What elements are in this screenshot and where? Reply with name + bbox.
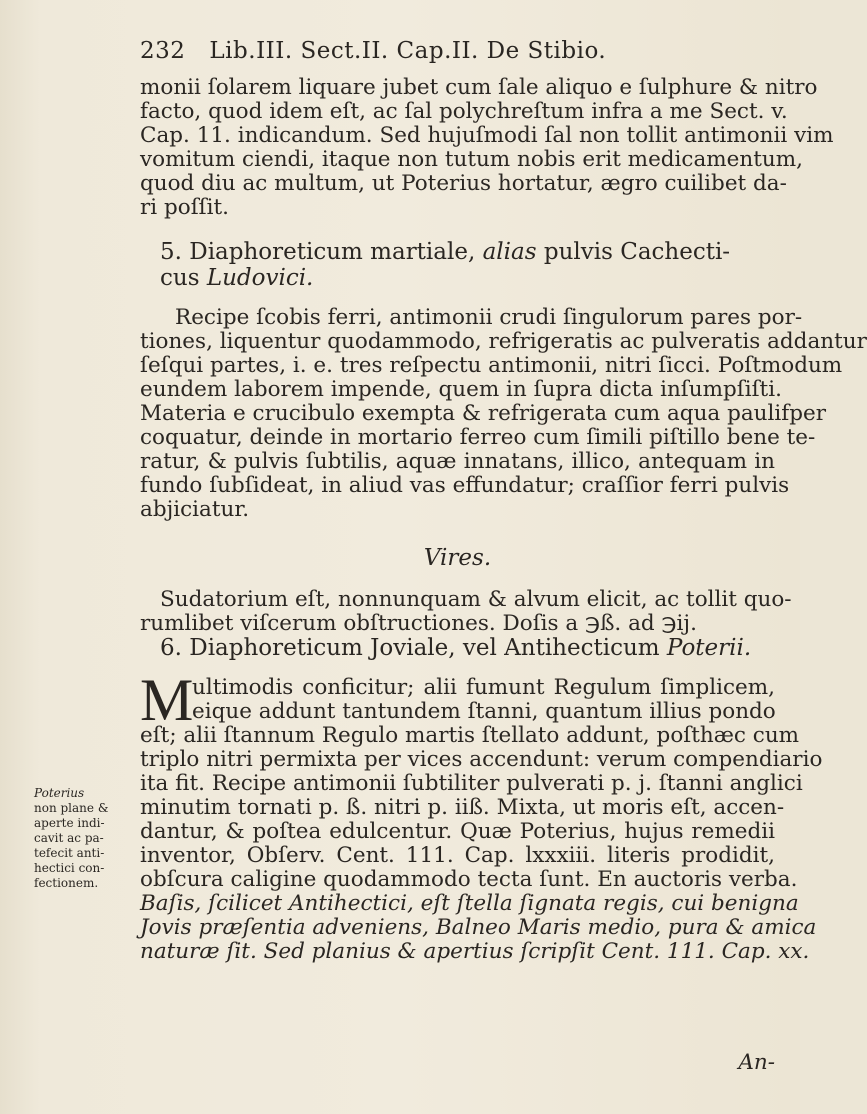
text-line: dantur, & poſtea edulcentur. Quæ Poterius, hujus remedii <box>140 819 775 844</box>
text-line: ita fit. Recipe antimonii ſubtiliter pulverati p. j. ſtanni anglici <box>140 771 803 796</box>
section-title-italic: alias <box>482 239 537 265</box>
margin-note-line: cavit ac pa- <box>34 831 104 845</box>
text-line: ratur, & pulvis ſubtilis, aquæ innatans, illico, antequam in <box>140 449 775 474</box>
text-line: Sudatorium eſt, nonnunquam & alvum elicit, ac tollit quo- <box>160 587 792 612</box>
running-title: Lib.III. Sect.II. Cap.II. De Stibio. <box>209 38 607 64</box>
margin-note <box>34 786 124 891</box>
text-line-mixed: naturæ ſit. Sed planius & apertius ſcripſit Cent. 111. Cap. xx. <box>140 939 810 964</box>
margin-note-line: fectionem. <box>34 876 99 890</box>
section-5-title-cont <box>160 266 775 290</box>
text-line: inventor, Obſerv. Cent. 111. Cap. lxxxiii. literis prodidit, <box>140 843 775 868</box>
section-6-title <box>160 636 775 660</box>
text-line: fundo ſubſideat, in aliud vas effundatur; craſſior ferri pulvis <box>140 473 790 498</box>
margin-note-line: tefecit anti- <box>34 846 105 860</box>
text-line: ſeſqui partes, i. e. tres reſpectu antimonii, nitri ſicci. Poſtmodum <box>140 353 843 378</box>
margin-note-line: aperte indi- <box>34 816 105 830</box>
text-line: eſt; alii ſtannum Regulo martis ſtellato addunt, poſthæc cum <box>140 723 800 748</box>
text-line: triplo nitri permixta per vices accendunt: verum compendiario <box>140 747 823 772</box>
text-line: obſcura caligine quodammodo tecta ſunt. En auctoris verba. <box>140 867 798 892</box>
text-line: minutim tornati p. ß. nitri p. iiß. Mixta, ut moris eſt, accen- <box>140 795 785 820</box>
text-line: Materia e crucibulo exempta & refrigerata cum aqua paulifper <box>140 401 826 426</box>
text-line: tiones, liquentur quodammodo, refrigeratis ac pulveratis addantur <box>140 329 867 354</box>
section-title-text: cus <box>160 265 200 291</box>
text-line: ri poſſit. <box>140 195 229 220</box>
section-5-title <box>160 240 775 264</box>
section-title-text: 6. Diaphoreticum Joviale, vel Antihecticum <box>160 635 660 661</box>
text-line: eundem laborem impende, quem in ſupra dicta inſumpſiſti. <box>140 377 782 402</box>
text-line: quod diu ac multum, ut Poterius hortatur, ægro cuilibet da- <box>140 171 787 196</box>
text-line: abjiciatur. <box>140 497 250 522</box>
text-line-italic: Baſis, ſcilicet Antihectici, eſt ſtella ſignata regis, cui benigna <box>140 891 799 916</box>
text-line: eique addunt tantundem ſtanni, quantum illius pondo <box>192 699 776 724</box>
margin-note-line: hectici con- <box>34 861 105 875</box>
text-line-italic: Jovis præſentia adveniens, Balneo Maris medio, pura & amica <box>140 915 817 940</box>
catchword: An- <box>738 1050 775 1075</box>
drop-cap: M <box>140 667 194 733</box>
section-title-italic: Ludovici. <box>206 265 314 291</box>
text-line: vomitum ciendi, itaque non tutum nobis erit medicamentum, <box>140 147 803 172</box>
text-line: Recipe ſcobis ferri, antimonii crudi ſingulorum pares por- <box>175 305 803 330</box>
margin-note-line: non plane & <box>34 801 109 815</box>
section-title-text: pulvis Cachecti- <box>543 239 731 265</box>
vires-heading: Vires. <box>423 545 492 571</box>
text-line: ultimodis conficitur; alii fumunt Regulum ſimplicem, <box>192 675 775 700</box>
running-header <box>140 38 780 64</box>
text-line: Cap. 11. indicandum. Sed hujuſmodi ſal non tollit antimonii vim <box>140 123 834 148</box>
text-line <box>140 939 810 964</box>
text-line: facto, quod idem eſt, ac ſal polychreſtum infra a me Sect. v. <box>140 99 788 124</box>
section-title-italic: Poterii. <box>666 635 752 661</box>
text-line: coquatur, deinde in mortario ferreo cum ſimili piſtillo bene te- <box>140 425 816 450</box>
text-line: monii ſolarem liquare jubet cum ſale aliquo e ſulphure & nitro <box>140 75 818 100</box>
page-number: 232 <box>140 38 186 64</box>
section-title-text: 5. Diaphoreticum martiale, <box>160 239 476 265</box>
text-line: rumlibet viſcerum obſtructiones. Doſis a ℈ß. ad ℈ij. <box>140 611 697 636</box>
margin-note-line: Poterius <box>34 786 85 800</box>
